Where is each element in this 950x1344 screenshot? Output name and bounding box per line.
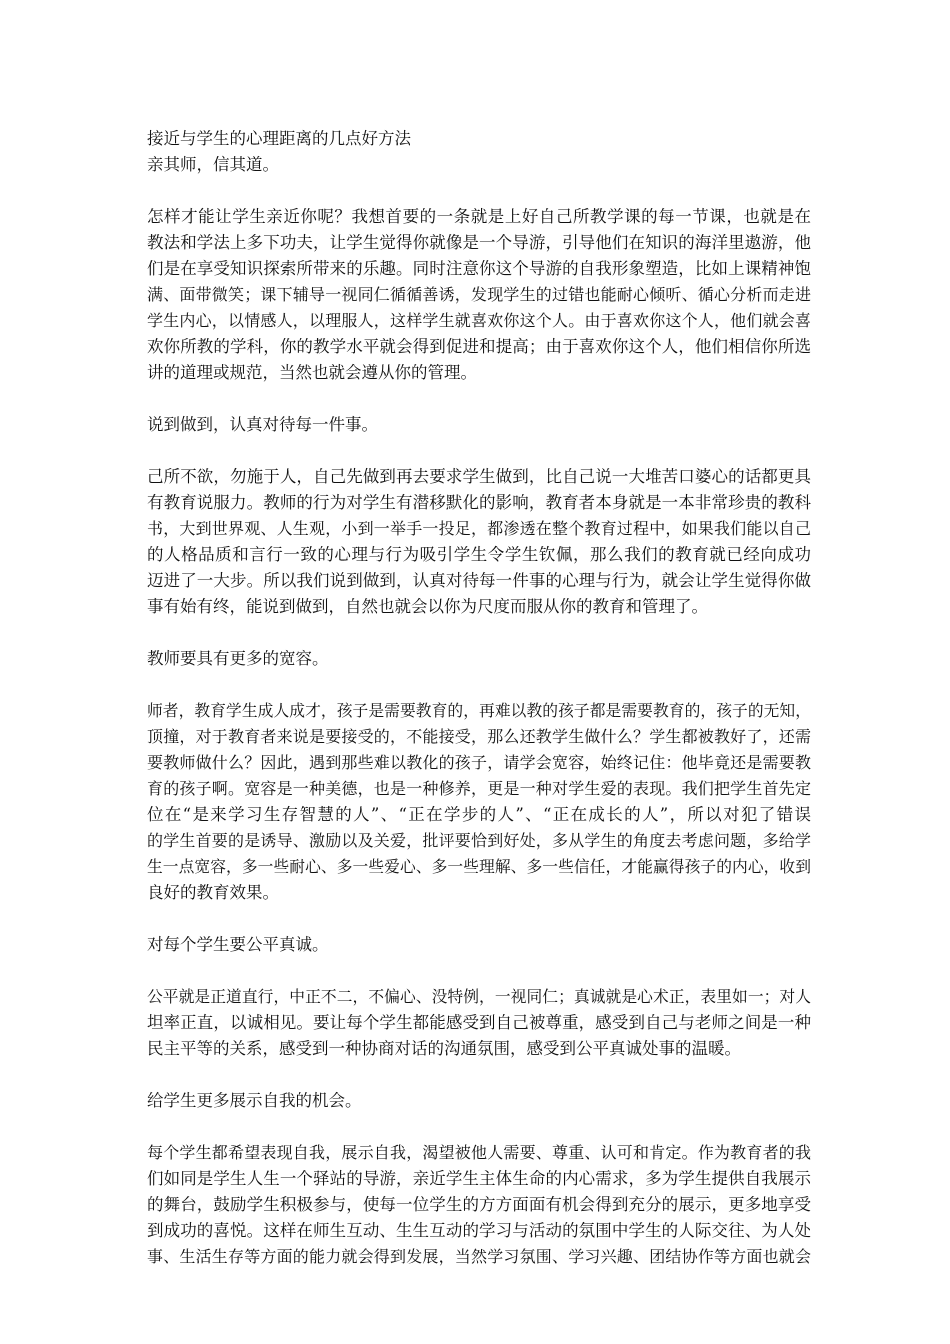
spacer: [147, 958, 811, 984]
paragraph-line: 育的孩子啊。宽容是一种美德，也是一种修养，更是一种对学生爱的表现。我们把学生首先定: [147, 779, 811, 798]
spacer: [147, 1114, 811, 1140]
paragraph-line: 公平就是正道直行，中正不二，不偏心、没特例，一视同仁；真诚就是心术正，表里如一；对人: [147, 987, 811, 1006]
paragraph-line: 民主平等的关系，感受到一种协商对话的沟通氛围，感受到公平真诚处事的温暖。: [147, 1039, 741, 1058]
paragraph-line: 师者，教育学生成人成才，孩子是需要教育的，再难以教的孩子都是需要教育的，孩子的无知，: [147, 701, 811, 720]
paragraph-line: 们是在享受知识探索所带来的乐趣。同时注意你这个导游的自我形象塑造，比如上课精神饱: [147, 259, 811, 278]
paragraph-line: 讲的道理或规范，当然也就会遵从你的管理。: [147, 363, 477, 382]
paragraph-line: 的人格品质和言行一致的心理与行为吸引学生令学生钦佩，那么我们的教育就已经向成功: [147, 545, 811, 564]
section-heading: 说到做到，认真对待每一件事。: [147, 415, 378, 434]
document-title: 接近与学生的心理距离的几点好方法: [147, 129, 411, 148]
spacer: [147, 620, 811, 646]
paragraph-line: 有教育说服力。教师的行为对学生有潜移默化的影响，教育者本身就是一本非常珍贵的教科: [147, 493, 811, 512]
paragraph-line: 到成功的喜悦。这样在师生互动、生生互动的学习与活动的氛围中学生的人际交往、为人处: [147, 1221, 811, 1240]
paragraph-line: 顶撞，对于教育者来说是要接受的，不能接受，那么还教学生做什么？学生都被教好了，还需: [147, 727, 811, 746]
section-heading: 教师要具有更多的宽容。: [147, 649, 329, 668]
paragraph-line: 事、生活生存等方面的能力就会得到发展，当然学习氛围、学习兴趣、团结协作等方面也就会: [147, 1247, 811, 1266]
paragraph-line: 要教师做什么？因此，遇到那些难以教化的孩子，请学会宽容，始终记住：他毕竟还是需要教: [147, 753, 811, 772]
spacer: [147, 438, 811, 464]
paragraph-intro: [147, 204, 811, 386]
document-body: [147, 126, 811, 1270]
paragraph-line: 位在“是来学习生存智慧的人”、“正在学步的人”、“正在成长的人”，所以对犯了错误: [147, 805, 811, 824]
spacer: [147, 672, 811, 698]
paragraph-line: 满、面带微笑；课下辅导一视同仁循循善诱，发现学生的过错也能耐心倾听、循心分析而走进: [147, 285, 811, 304]
paragraph-line: 欢你所教的学科，你的教学水平就会得到促进和提高；由于喜欢你这个人，他们相信你所选: [147, 337, 811, 356]
paragraph-line: 怎样才能让学生亲近你呢？我想首要的一条就是上好自己所教学课的每一节课，也就是在: [147, 207, 811, 226]
paragraph-fairness: [147, 984, 811, 1062]
paragraph-line: 的舞台，鼓励学生积极参与，使每一位学生的方方面面有机会得到充分的展示，更多地享受: [147, 1195, 811, 1214]
paragraph-line: 事有始有终，能说到做到，自然也就会以你为尺度而服从你的教育和管理了。: [147, 597, 708, 616]
section-heading: 给学生更多展示自我的机会。: [147, 1091, 362, 1110]
paragraph-self-expression: [147, 1140, 811, 1270]
section-heading: 对每个学生要公平真诚。: [147, 935, 329, 954]
paragraph-line: 坦率正直，以诚相见。要让每个学生都能感受到自己被尊重，感受到自己与老师之间是一种: [147, 1013, 811, 1032]
paragraph-line: 的学生首要的是诱导、激励以及关爱，批评要恰到好处，多从学生的角度去考虑问题，多给学: [147, 831, 811, 850]
paragraph-line: 们如同是学生人生一个驿站的导游，亲近学生主体生命的内心需求，多为学生提供自我展示: [147, 1169, 811, 1188]
paragraph-line: 生一点宽容，多一些耐心、多一些爱心、多一些理解、多一些信任，才能赢得孩子的内心，收到: [147, 857, 811, 876]
paragraph-line: 良好的教育效果。: [147, 883, 279, 902]
spacer: [147, 178, 811, 204]
paragraph-line: 教法和学法上多下功夫，让学生觉得你就像是一个导游，引导他们在知识的海洋里遨游，他: [147, 233, 811, 252]
paragraph-line: 书，大到世界观、人生观，小到一举手一投足，都渗透在整个教育过程中，如果我们能以自己: [147, 519, 811, 538]
spacer: [147, 386, 811, 412]
paragraph-line: 己所不欲，勿施于人，自己先做到再去要求学生做到，比自己说一大堆苦口婆心的话都更具: [147, 467, 811, 486]
spacer: [147, 1062, 811, 1088]
paragraph-line: 迈进了一大步。所以我们说到做到，认真对待每一件事的心理与行为，就会让学生觉得你做: [147, 571, 811, 590]
paragraph-line: 学生内心，以情感人，以理服人，这样学生就喜欢你这个人。由于喜欢你这个人，他们就会喜: [147, 311, 811, 330]
document-subtitle: 亲其师，信其道。: [147, 155, 279, 174]
paragraph-line: 每个学生都希望表现自我，展示自我，渴望被他人需要、尊重、认可和肯定。作为教育者的我: [147, 1143, 811, 1162]
paragraph-keep-promises: [147, 464, 811, 620]
paragraph-tolerance: [147, 698, 811, 906]
spacer: [147, 906, 811, 932]
